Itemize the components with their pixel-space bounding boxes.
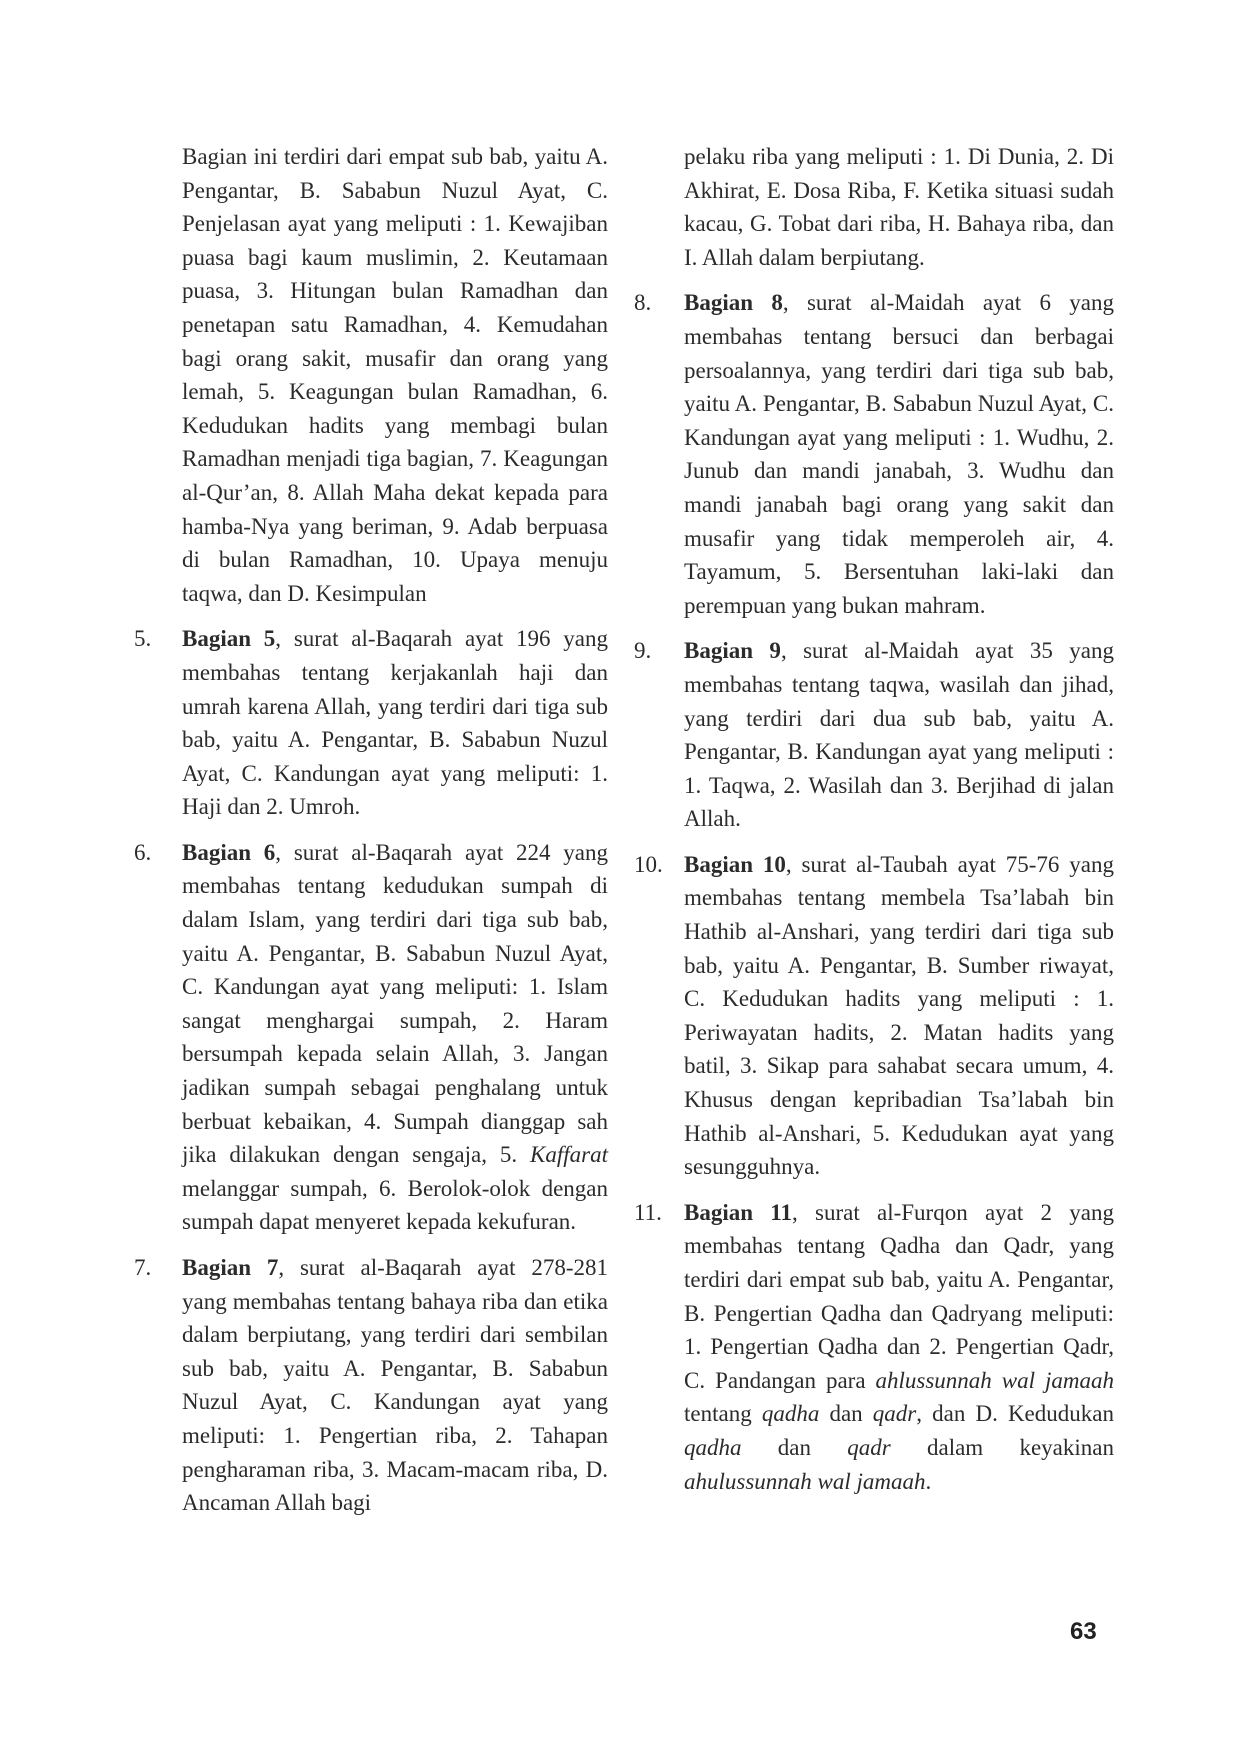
item-number: 11. (634, 1199, 662, 1225)
paragraph-text: Bagian ini terdiri dari empat sub bab, yaitu A. Pengantar, B. Sababun Nuzul Ayat, C. Penjelasan ayat yang meliputi : 1. Kewajiban puasa bagi kaum muslimin, 2. Keutamaan puasa, 3. Hitungan bulan Ramadhan dan penetapan satu Ramadhan, 4. Kemudahan bagi orang sakit, musafir dan orang yang lemah, 5. Keagungan bulan Ramadhan, 6. Kedudukan hadits yang membagi bulan Ramadhan menjadi tiga bagian, 7. Keagungan al-Qur’an, 8. Allah Maha dekat kepada para hamba-Nya yang beriman, 9. Adab berpuasa di bulan Ramadhan, 10. Upaya menuju taqwa, dan D. Kesimpulan (182, 144, 608, 606)
item-label: Bagian 7 (182, 1255, 279, 1280)
item-italic-term: Kaffarat (530, 1142, 608, 1168)
item-text: , surat al-Furqon ayat 2 yang membahas tentang Qadha dan Qadr, yang terdiri dari empat sub bab, yaitu A. Pengantar, B. Pengertian Qadha dan Qadryang meliputi: 1. Pengertian Qadha dan 2. Pengertian Qadr, C. Pandangan para (684, 1199, 1114, 1393)
item-italic-term: qadha (761, 1401, 820, 1427)
list-item-continuation (634, 140, 1114, 274)
list-item-bagian-5 (134, 622, 608, 824)
item-text: , surat al-Maidah ayat 6 yang membahas tentang bersuci dan berbagai persoalannya, yang terdiri dari tiga sub bab, yaitu A. Pengantar, B. Sababun Nuzul Ayat, C. Kandungan ayat yang meliputi : 1. Wudhu, 2. Junub dan mandi janabah, 3. Wudhu dan mandi janabah bagi orang yang sakit dan musafir yang tidak memperoleh air, 4. Tayamum, 5. Bersentuhan laki-laki dan perempuan yang bukan mahram. (684, 290, 1114, 618)
item-label: Bagian 5 (182, 626, 276, 652)
item-label: Bagian 9 (684, 638, 781, 664)
item-text: dan (741, 1434, 848, 1460)
list-item-continuation (134, 140, 608, 610)
list-item-bagian-7 (134, 1251, 608, 1520)
item-text: . (925, 1468, 932, 1494)
item-number: 7. (134, 1255, 152, 1280)
item-italic-term: ahlussunnah wal jamaah (875, 1367, 1114, 1393)
item-number: 9. (634, 638, 652, 664)
item-label: Bagian 11 (684, 1199, 793, 1225)
item-text: , surat al-Baqarah ayat 278-281 yang membahas tentang bahaya riba dan etika dalam berpiutang, yang terdiri dari sembilan sub bab, yaitu A. Pengantar, B. Sababun Nuzul Ayat, C. Kandungan ayat yang meliputi: 1. Pengertian riba, 2. Tahapan pengharaman riba, 3. Macam-macam riba, D. Ancaman Allah bagi (182, 1255, 608, 1516)
list-item-bagian-9 (634, 634, 1114, 836)
item-number: 10. (634, 851, 663, 877)
item-text: dalam keyakinan (890, 1434, 1114, 1460)
item-text: , surat al-Baqarah ayat 196 yang membahas tentang kerjakanlah haji dan umrah karena Allah, yang terdiri dari tiga sub bab, yaitu A. Pengantar, B. Sababun Nuzul Ayat, C. Kandungan ayat yang meliputi: 1. Haji dan 2. Umroh. (182, 626, 608, 820)
item-italic-term: qadr (847, 1434, 891, 1460)
item-label: Bagian 10 (684, 851, 786, 877)
list-item-bagian-10 (634, 848, 1114, 1184)
item-italic-term: qadha (684, 1434, 742, 1460)
item-number: 8. (634, 290, 652, 316)
item-number: 5. (134, 626, 152, 652)
item-text: , surat al-Maidah ayat 35 yang membahas tentang taqwa, wasilah dan jihad, yang terdiri dari dua sub bab, yaitu A. Pengantar, B. Kandungan ayat yang meliputi : 1. Taqwa, 2. Wasilah dan 3. Berjihad di jalan Allah. (684, 638, 1114, 832)
item-text: tentang (684, 1401, 762, 1427)
right-column (634, 140, 1114, 1510)
item-italic-term: ahulussunnah wal jamaah (684, 1468, 926, 1494)
item-italic-term: qadr (872, 1401, 917, 1427)
list-item-bagian-11 (634, 1196, 1114, 1498)
page-number: 63 (1070, 1618, 1097, 1645)
item-label: Bagian 8 (684, 290, 783, 316)
item-text: , surat al-Baqarah ayat 224 yang membahas tentang kedudukan sumpah di dalam Islam, yang terdiri dari tiga sub bab, yaitu A. Pengantar, B. Sababun Nuzul Ayat, C. Kandungan ayat yang meliputi: 1. Islam sangat menghargai sumpah, 2. Haram bersumpah kepada selain Allah, 3. Jangan jadikan sumpah sebagai penghalang untuk berbuat kebaikan, 4. Sumpah dianggap sah jika dilakukan dengan sengaja, 5. (182, 839, 608, 1168)
paragraph-text: pelaku riba yang meliputi : 1. Di Dunia, 2. Di Akhirat, E. Dosa Riba, F. Ketika situasi sudah kacau, G. Tobat dari riba, H. Bahaya riba, dan I. Allah dalam berpiutang. (684, 144, 1114, 270)
item-text: dan (819, 1401, 873, 1427)
item-label: Bagian 6 (182, 839, 276, 865)
left-column (134, 140, 608, 1532)
item-text: melanggar sumpah, 6. Berolok-olok dengan sumpah dapat menyeret kepada kekufuran. (182, 1175, 608, 1235)
list-item-bagian-6 (134, 836, 608, 1239)
item-text: , dan D. Kedudukan (916, 1401, 1114, 1427)
item-number: 6. (134, 839, 152, 865)
list-item-bagian-8 (634, 286, 1114, 622)
item-text: , surat al-Taubah ayat 75-76 yang membahas tentang membela Tsa’labah bin Hathib al-Anshari, yang terdiri dari tiga sub bab, yaitu A. Pengantar, B. Sumber riwayat, C. Kedudukan hadits yang meliputi : 1. Periwayatan hadits, 2. Matan hadits yang batil, 3. Sikap para sahabat secara umum, 4. Khusus dengan kepribadian Tsa’labah bin Hathib al-Anshari, 5. Kedudukan ayat yang sesungguhnya. (684, 851, 1114, 1180)
